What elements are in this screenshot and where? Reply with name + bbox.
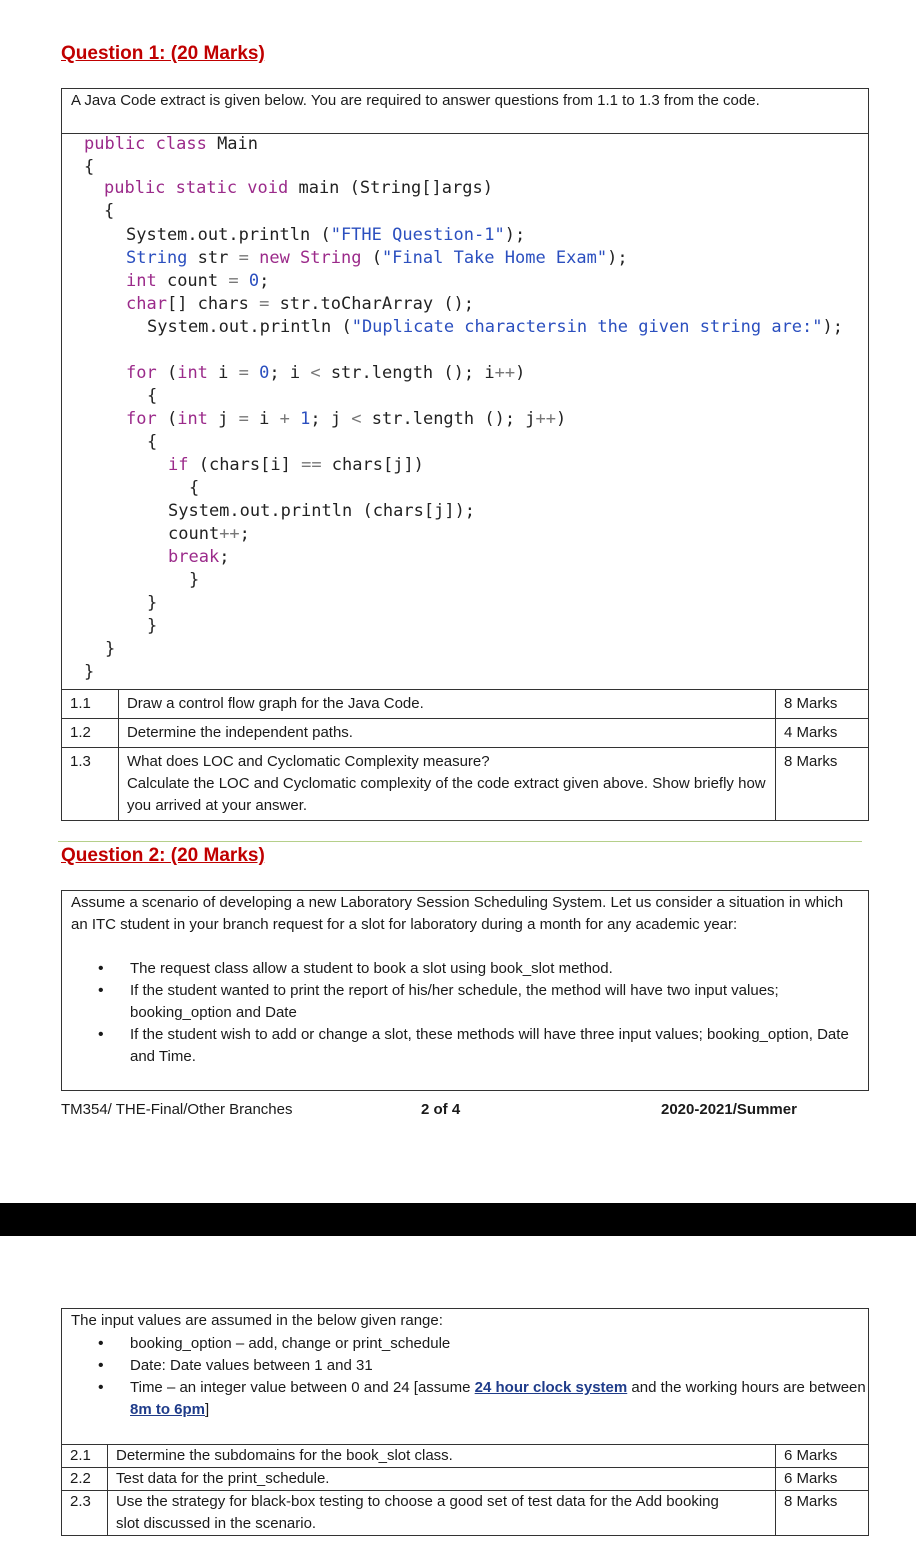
code-line-17: count++; [168, 524, 250, 544]
code-line-15: { [189, 478, 200, 498]
question-1-title: Question 1: (20 Marks) [61, 43, 265, 64]
ranges-intro: The input values are assumed in the below given range: [71, 1312, 443, 1329]
row-marks: 8 Marks [776, 1491, 869, 1536]
list-item: • If the student wish to add or change a slot, these methods will have three input values; booking_option, Date and Time. [62, 1024, 868, 1068]
row-question: Determine the subdomains for the book_slot class. [107, 1445, 775, 1468]
list-item: • If the student wanted to print the report of his/her schedule, the method will have two input values; booking_option and Date [62, 980, 868, 1024]
code-line-19: } [189, 570, 200, 590]
section-divider [58, 841, 862, 842]
row-number: 2.2 [62, 1468, 108, 1491]
row-number: 1.2 [62, 719, 119, 748]
row-number: 1.3 [62, 748, 119, 821]
code-block [84, 133, 258, 179]
list-item: • Date: Date values between 1 and 31 [62, 1355, 868, 1377]
row-question: Determine the independent paths. [118, 719, 775, 748]
q2-intro-text: Assume a scenario of developing a new Laboratory Session Scheduling System. Let us consider a situation in which an ITC student in your branch request for a slot for laboratory during a month for any academic year: [71, 894, 844, 933]
row-number: 2.1 [62, 1445, 108, 1468]
row-question: Draw a control flow graph for the Java Code. [118, 690, 775, 719]
code-line-2: { [84, 157, 95, 177]
code-line-6: String str = new String ("Final Take Home Exam"); [126, 248, 628, 268]
row-marks: 6 Marks [776, 1468, 869, 1491]
row-marks: 6 Marks [776, 1445, 869, 1468]
code-line-12: for (int j = i + 1; j < str.length (); j++) [126, 409, 567, 429]
code-line-8: char[] chars = str.toCharArray (); [126, 294, 475, 314]
input-ranges-box [61, 1308, 869, 1445]
ranges-list [62, 1333, 868, 1421]
code-line-11: { [147, 386, 158, 406]
row-number: 2.3 [62, 1491, 108, 1536]
table-row [62, 748, 869, 821]
code-line-21: } [147, 616, 158, 636]
row-question: What does LOC and Cyclomatic Complexity measure? Calculate the LOC and Cyclomatic complexity of the code extract given above. Show briefly how you arrived at your answer. [118, 748, 775, 821]
footer-page-number: 2 of 4 [421, 1101, 461, 1118]
code-line-20: } [147, 593, 158, 613]
code-line-5: System.out.println ("FTHE Question-1"); [126, 225, 526, 245]
q1-intro-text: A Java Code extract is given below. You are required to answer questions from 1.1 to 1.3 from the code. [71, 92, 760, 109]
code-line-7: int count = 0; [126, 271, 270, 291]
code-line-16: System.out.println (chars[j]); [168, 501, 476, 521]
code-line-9: System.out.println ("Duplicate charactersin the given string are:"); [147, 317, 843, 337]
code-line-23: } [84, 662, 95, 682]
page-break-bar [0, 1203, 916, 1236]
code-line-18: break; [168, 547, 230, 567]
row-marks: 8 Marks [776, 748, 869, 821]
code-line-3: public static void main (String[]args) [104, 178, 493, 198]
table-row [62, 690, 869, 719]
question-2-title: Question 2: (20 Marks) [61, 845, 265, 866]
table-row [62, 1445, 869, 1468]
footer-term: 2020-2021/Summer [661, 1101, 797, 1118]
code-block-body [126, 224, 628, 316]
code-box [61, 133, 869, 690]
q2-bullet-list [62, 958, 868, 1068]
code-block-main [104, 177, 493, 223]
row-marks: 4 Marks [776, 719, 869, 748]
table-row [62, 1491, 869, 1536]
footer-course: TM354/ THE-Final/Other Branches [61, 1101, 293, 1118]
code-line-1: public class Main [84, 134, 259, 154]
code-line-4: { [104, 201, 115, 221]
list-item: • booking_option – add, change or print_schedule [62, 1333, 868, 1355]
code-line-13: { [147, 432, 158, 452]
q2-scenario-box [61, 890, 869, 1091]
q1-intro-box [61, 88, 869, 134]
row-question: Use the strategy for black-box testing to choose a good set of test data for the Add booking slot discussed in the scenario. [107, 1491, 775, 1536]
row-number: 1.1 [62, 690, 119, 719]
row-marks: 8 Marks [776, 690, 869, 719]
code-line-14: if (chars[i] == chars[j]) [168, 455, 424, 475]
code-line-10: for (int i = 0; i < str.length (); i++) [126, 363, 526, 383]
row-question: Test data for the print_schedule. [107, 1468, 775, 1491]
code-line-22: } [105, 639, 116, 659]
list-item: • The request class allow a student to book a slot using book_slot method. [62, 958, 868, 980]
list-item: • Time – an integer value between 0 and 24 [assume 24 hour clock system and the working hours are between 8m to 6pm] [62, 1377, 868, 1421]
table-row [62, 1468, 869, 1491]
q1-marks-table [61, 689, 869, 821]
table-row [62, 719, 869, 748]
q2-marks-table [61, 1444, 869, 1536]
